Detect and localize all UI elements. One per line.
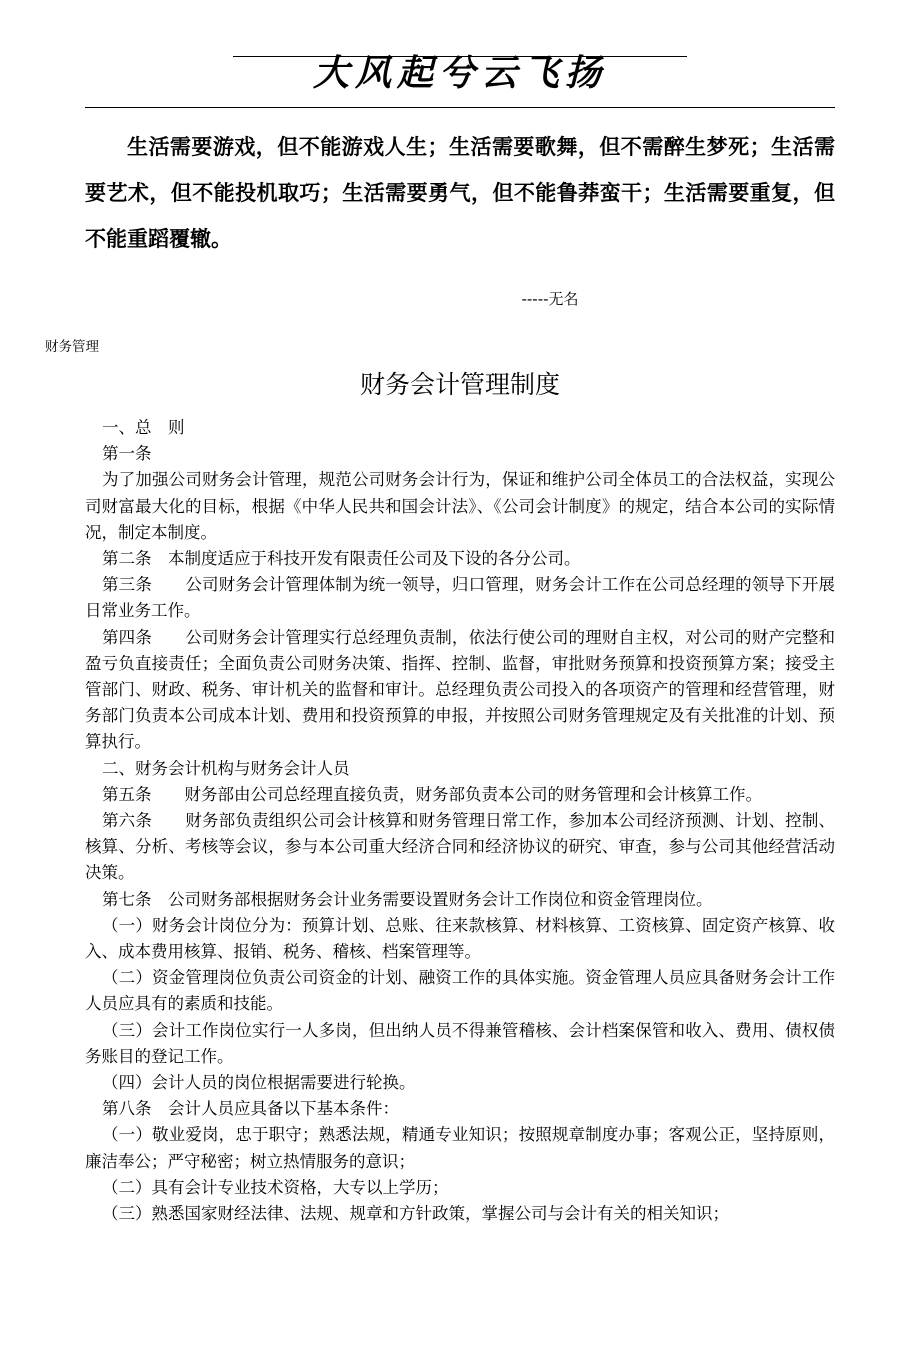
document-paragraph: （三）熟悉国家财经法律、法规、规章和方针政策，掌握公司与会计有关的相关知识； (102, 1204, 729, 1224)
document-paragraph: 第六条 财务部负责组织公司会计核算和财务管理日常工作，参加本公司经济预测、计划、控制、核算、分析、考核等会议，参与本公司重大经济合同和经济协议的研究、审查，参与公司其他经营活动决策。 (85, 811, 835, 883)
calligraphy-banner (85, 46, 835, 108)
document-paragraph: （一）敬业爱岗，忠于职守；熟悉法规，精通专业知识；按照规章制度办事；客观公正，坚持原则，廉洁奉公；严守秘密；树立热情服务的意识； (85, 1125, 835, 1171)
epigraph-attribution: -----无名 (521, 290, 579, 308)
epigraph-text: 生活需要游戏，但不能游戏人生；生活需要歌舞，但不需醉生梦死；生活需要艺术，但不能投机取巧；生活需要勇气，但不能鲁莽蛮干；生活需要重复，但不能重蹈覆辙。 (85, 135, 835, 251)
document-paragraph: 第八条 会计人员应具备以下基本条件： (102, 1099, 399, 1119)
document-paragraph: 第五条 财务部由公司总经理直接负责，财务部负责本公司的财务管理和会计核算工作。 (102, 784, 762, 804)
document-page (0, 46, 920, 1348)
document-paragraph: （二）具有会计专业技术资格，大专以上学历； (102, 1177, 449, 1197)
document-paragraph: 一、总 则 (102, 418, 185, 437)
page-title: 财务会计管理制度 (359, 370, 560, 399)
document-paragraph: 第一条 (102, 444, 152, 464)
document-paragraph: 第二条 本制度适应于科技开发有限责任公司及下设的各分公司。 (102, 549, 581, 569)
document-paragraph: （四）会计人员的岗位根据需要进行轮换。 (102, 1073, 416, 1093)
document-paragraph: 第三条 公司财务会计管理体制为统一领导，归口管理，财务会计工作在公司总经理的领导下开展日常业务工作。 (85, 575, 835, 621)
document-paragraph: 二、财务会计机构与财务会计人员 (102, 758, 350, 778)
document-paragraph: （一）财务会计岗位分为：预算计划、总账、往来款核算、材料核算、工资核算、固定资产核算、收入、成本费用核算、报销、税务、稽核、档案管理等。 (85, 915, 835, 962)
document-body (85, 415, 835, 1227)
calligraphy-text: 大风起兮云飞扬 (312, 52, 607, 94)
document-paragraph: 为了加强公司财务会计管理，规范公司财务会计行为，保证和维护公司全体员工的合法权益，实现公司财富最大化的目标，根据《中华人民共和国会计法》、《公司会计制度》的规定，结合本公司的实际情况，制定本制度。 (85, 470, 835, 542)
document-paragraph: （三）会计工作岗位实行一人多岗，但出纳人员不得兼管稽核、会计档案保管和收入、费用、债权债务账目的登记工作。 (85, 1020, 835, 1066)
document-paragraph: （二）资金管理岗位负责公司资金的计划、融资工作的具体实施。资金管理人员应具备财务会计工作人员应具有的素质和技能。 (85, 968, 835, 1014)
document-paragraph: 第四条 公司财务会计管理实行总经理负责制，依法行使公司的理财自主权，对公司的财产完整和盈亏负直接责任；全面负责公司财务决策、指挥、控制、监督，审批财务预算和投资预算方案；接受主管部门、财政、税务、审计机关的监督和审计。总经理负责公司投入的各项资产的管理和经营管理，财务部门负责本公司成本计划、费用和投资预算的申报，并按照公司财务管理规定及有关批准的计划、预算执行。 (85, 627, 835, 752)
banner-bottom-rule (85, 107, 835, 108)
document-category: 财务管理 (45, 339, 99, 355)
document-paragraph: 第七条 公司财务部根据财务会计业务需要设置财务会计工作岗位和资金管理岗位。 (102, 889, 713, 909)
